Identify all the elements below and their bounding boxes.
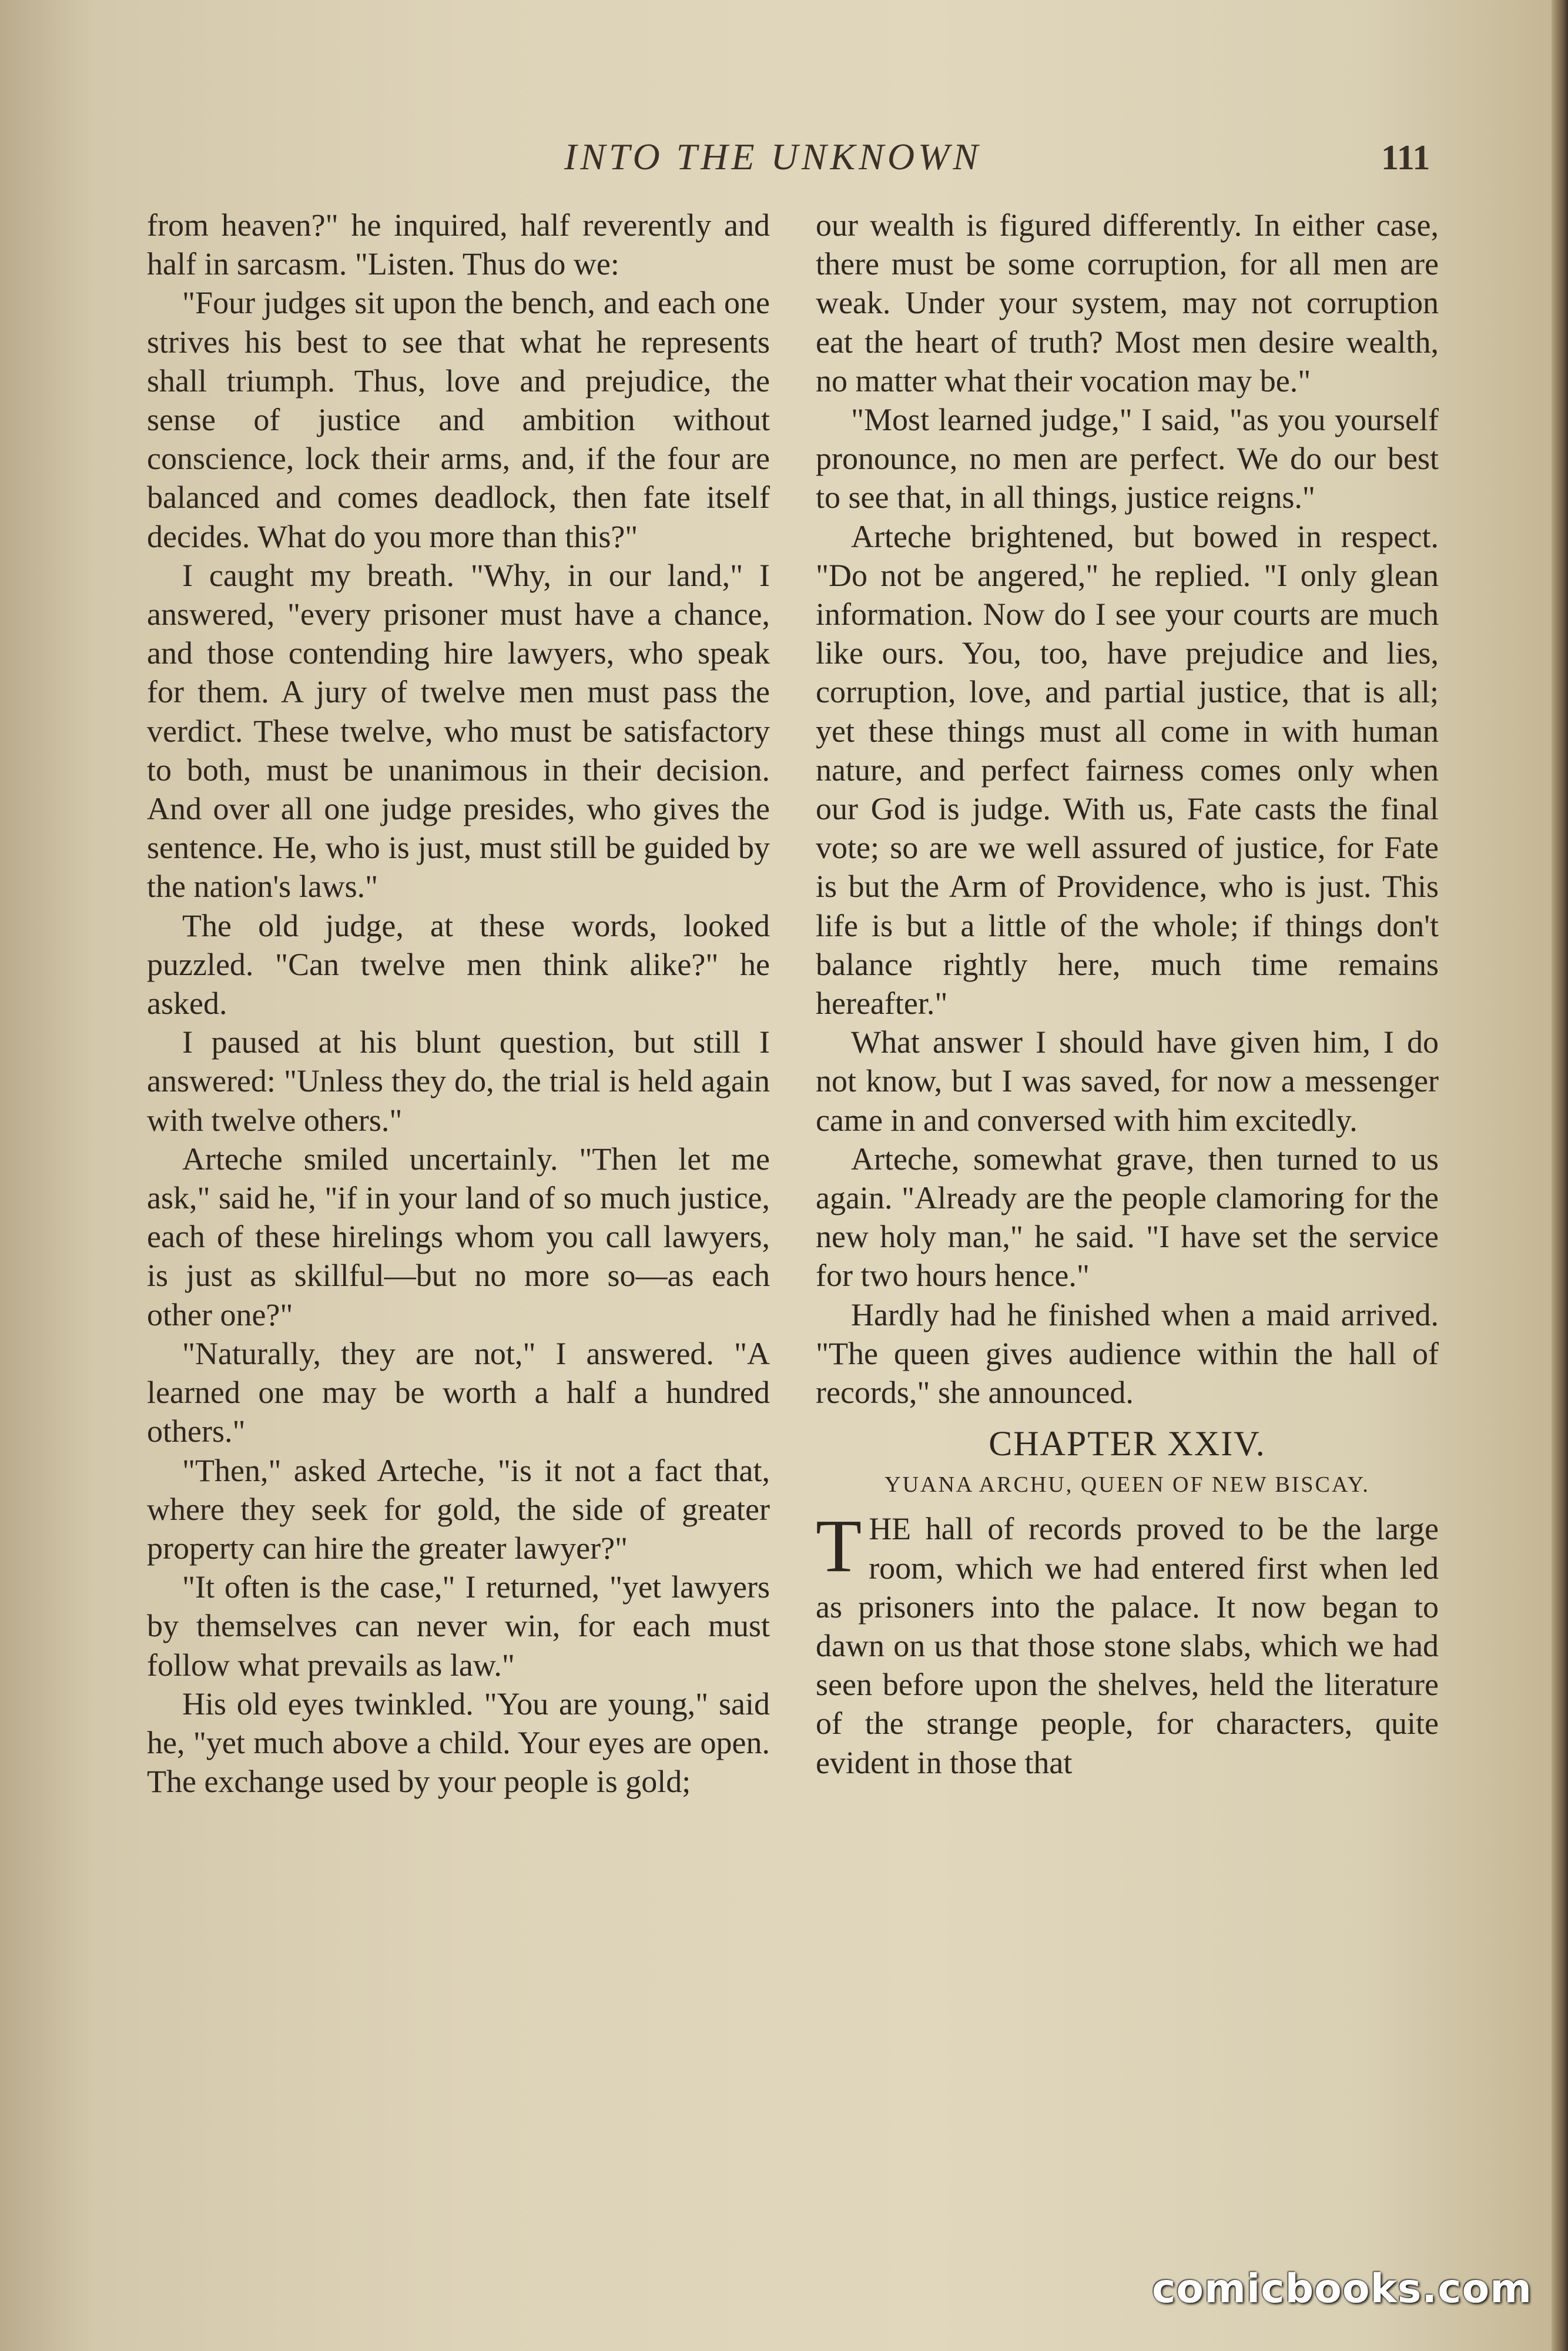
paragraph: The old judge, at these words, looked puzzled. "Can twelve men think alike?" he asked. xyxy=(147,907,770,1022)
paragraph: I paused at his blunt question, but still I answered: "Unless they do, the trial is held again with twelve others." xyxy=(147,1024,770,1138)
watermark-text: comicbooks.com xyxy=(1152,2266,1533,2312)
left-column xyxy=(147,206,770,1801)
paragraph: "Naturally, they are not," I answered. "A learned one may be worth a half a hundred others." xyxy=(147,1335,770,1449)
running-title: INTO THE UNKNOWN xyxy=(564,136,982,178)
paragraph-text: HE hall of records proved to be the large room, which we had entered first when led as prisoners into the palace. It now began to dawn on us that those stone slabs, which we had seen before upon the shelves, held the literature of the strange people, for characters, quite evident in those that xyxy=(816,1511,1439,1780)
chapter-subtitle: YUANA ARCHU, QUEEN OF NEW BISCAY. xyxy=(884,1472,1370,1498)
chapter-title: CHAPTER XXIV. xyxy=(989,1424,1266,1463)
paragraph: Arteche brightened, but bowed in respect. "Do not be angered," he replied. "I only glean information. Now do I see your courts are much like ours. You, too, have prejudice and lies, corruption, love, and partial justice, that is all; yet these things must all come in with human nature, and perfect fairness comes only when our God is judge. With us, Fate casts the final vote; so are we well assured of justice, for Fate is but the Arm of Providence, who is just. This life is but a little of the whole; if things don't balance rightly here, much time remains hereafter." xyxy=(816,518,1439,1022)
paragraph: from heaven?" he inquired, half reverently and half in sarcasm. "Listen. Thus do we: xyxy=(147,207,770,282)
paragraph: "Most learned judge," I said, "as you yourself pronounce, no men are perfect. We do our best to see that, in all things, justice reigns." xyxy=(816,402,1439,515)
right-column xyxy=(816,206,1439,1782)
book-spine-shadow xyxy=(1552,0,1568,2351)
drop-cap: T xyxy=(816,1504,862,1588)
chapter-opening-paragraph xyxy=(816,1504,1439,1781)
paragraph: our wealth is figured differently. In either case, there must be some corruption, for all men are weak. Under your system, may not corruption eat the heart of truth? Most men desire wealth, no matter what their vocation may be." xyxy=(816,207,1439,398)
paragraph: Arteche smiled uncertainly. "Then let me ask," said he, "if in your land of so much justice, each of these hirelings whom you call lawyers, is just as skillful—but no more so—as each other one?" xyxy=(147,1141,770,1332)
paragraph: Arteche, somewhat grave, then turned to us again. "Already are the people clamoring for the new holy man," he said. "I have set the service for two hours hence." xyxy=(816,1141,1439,1294)
paragraph: Hardly had he finished when a maid arrived. "The queen gives audience within the hall of records," she announced. xyxy=(816,1297,1439,1411)
page-number: 111 xyxy=(1381,138,1430,177)
page-header xyxy=(0,135,1552,188)
paragraph: "Four judges sit upon the bench, and each one strives his best to see that what he represents shall triumph. Thus, love and prejudice, the sense of justice and ambition without conscience, lock their arms, and, if the four are balanced and comes deadlock, then fate itself decides. What do you more than this?" xyxy=(147,285,770,554)
paragraph: His old eyes twinkled. "You are young," said he, "yet much above a child. Your eyes are open. The exchange used by your people is gold; xyxy=(147,1686,770,1800)
paragraph: What answer I should have given him, I do not know, but I was saved, for now a messenger came in and conversed with him excitedly. xyxy=(816,1024,1439,1138)
paragraph: I caught my breath. "Why, in our land," I answered, "every prisoner must have a chance, and those contending hire lawyers, who speak for them. A jury of twelve men must pass the verdict. These twelve, who must be satisfactory to both, must be unanimous in their decision. And over all one judge presides, who gives the sentence. He, who is just, must still be guided by the nation's laws." xyxy=(147,557,770,905)
paragraph: "Then," asked Arteche, "is it not a fact that, where they seek for gold, the side of greater property can hire the greater lawyer?" xyxy=(147,1452,770,1566)
paragraph: "It often is the case," I returned, "yet lawyers by themselves can never win, for each must follow what prevails as law." xyxy=(147,1569,770,1683)
